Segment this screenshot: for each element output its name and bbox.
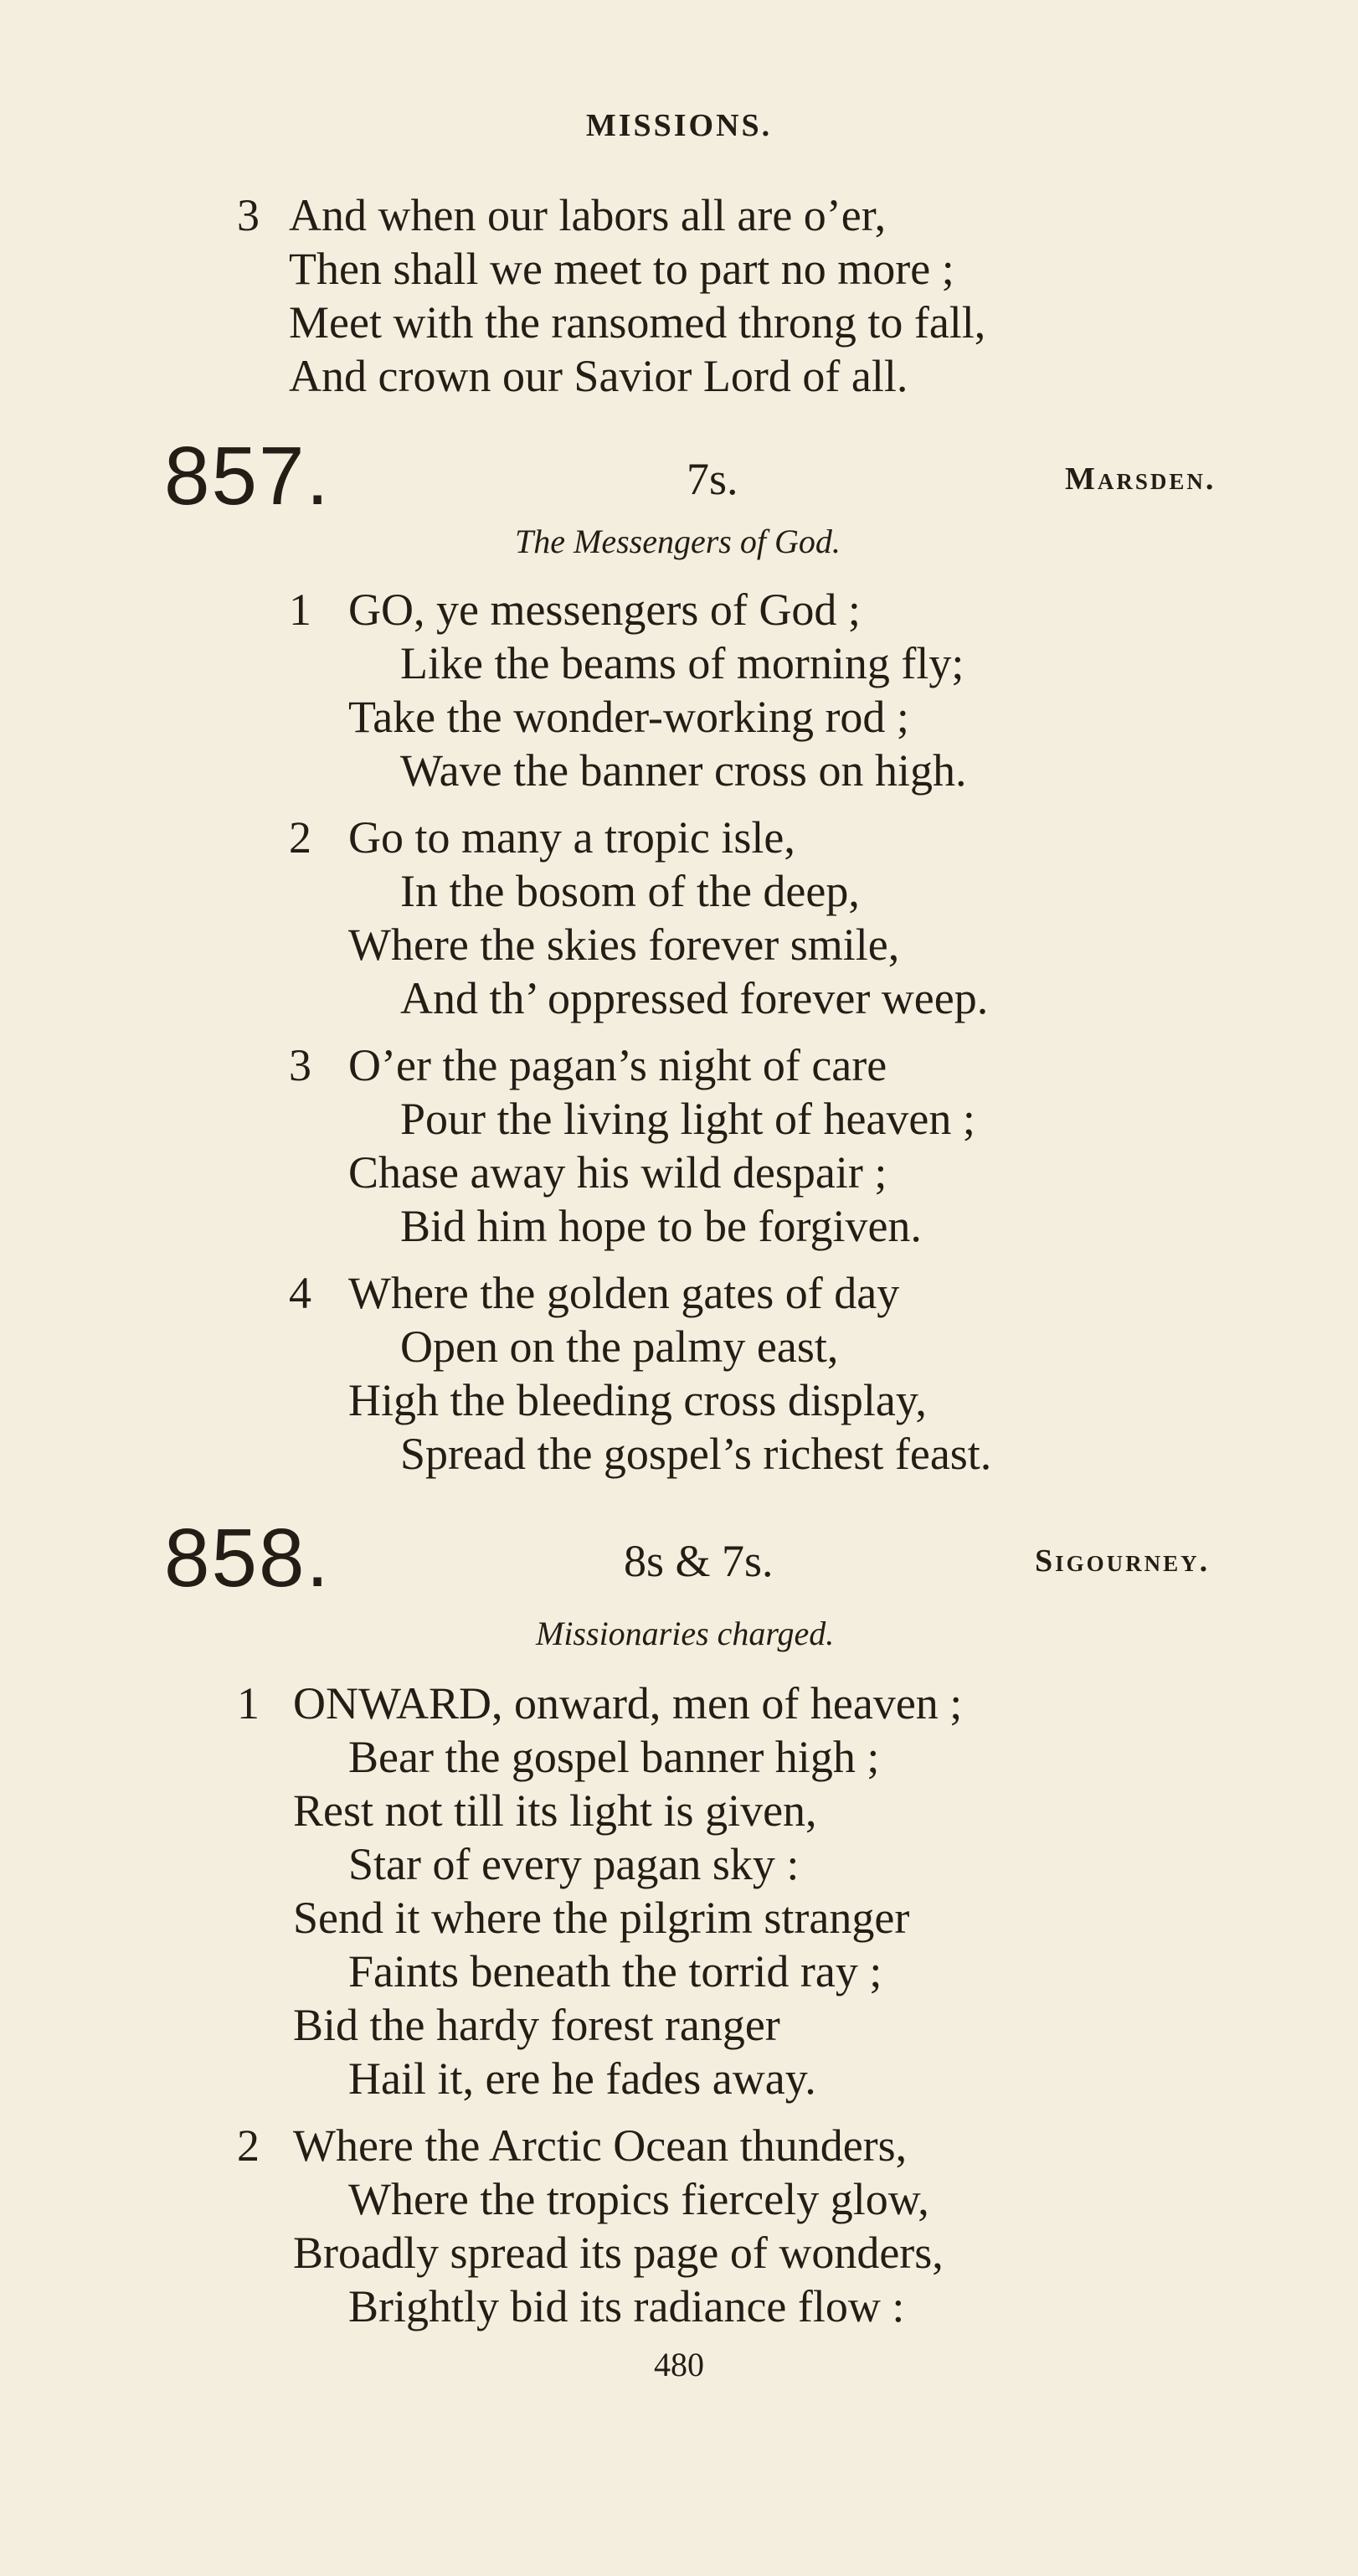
verse-line: Where the Arctic Ocean thunders, [293, 2120, 908, 2171]
hymn-meter: 8s & 7s. [624, 1536, 774, 1586]
verse-line: O’er the pagan’s night of care [348, 1040, 887, 1090]
stanza-number: 3 [289, 1040, 311, 1090]
verse-line: Then shall we meet to part no more ; [289, 244, 954, 294]
verse-line: Spread the gospel’s richest feast. [400, 1429, 992, 1479]
verse-line: Go to many a tropic isle, [348, 812, 795, 863]
verse-line: And crown our Savior Lord of all. [289, 351, 908, 401]
verse-line: Bid the hardy forest ranger [293, 2000, 780, 2050]
verse-line: Where the golden gates of day [348, 1268, 900, 1318]
stanza-number: 2 [289, 812, 311, 863]
stanza-number: 2 [237, 2120, 260, 2171]
verse-line: Meet with the ransomed throng to fall, [289, 297, 986, 348]
verse-line: Open on the palmy east, [400, 1321, 839, 1372]
verse-line: In the bosom of the deep, [400, 866, 860, 916]
hymn-meter: 7s. [687, 454, 738, 504]
verse-line: Star of every pagan sky : [348, 1839, 800, 1889]
hymn-title: Missionaries charged. [536, 1615, 835, 1652]
verse-line: GO, ye messengers of God ; [348, 585, 861, 635]
page-number: 480 [654, 2346, 704, 2383]
tune-name: Sigourney. [1035, 1543, 1211, 1579]
verse-line: Chase away his wild despair ; [348, 1147, 887, 1198]
verse-line: Wave the banner cross on high. [400, 745, 967, 796]
verse-line: And th’ oppressed forever weep. [400, 973, 989, 1023]
hymn-number: 858. [164, 1512, 331, 1604]
verse-line: Like the beams of morning fly; [400, 638, 964, 688]
verse-line: Broadly spread its page of wonders, [293, 2228, 944, 2278]
verse-line: ONWARD, onward, men of heaven ; [293, 1678, 963, 1728]
verse-line: High the bleeding cross display, [348, 1375, 927, 1425]
verse-line: Hail it, ere he fades away. [348, 2053, 816, 2104]
verse-line: Pour the living light of heaven ; [400, 1094, 975, 1144]
verse-line: Bear the gospel banner high ; [348, 1732, 880, 1782]
verse-line: Faints beneath the torrid ray ; [348, 1946, 882, 1996]
tune-name: Marsden. [1065, 461, 1217, 497]
verse-line: Where the tropics fiercely glow, [348, 2174, 929, 2224]
hymn-number: 857. [164, 430, 331, 522]
stanza-number: 1 [237, 1678, 260, 1728]
stanza-number: 3 [237, 190, 260, 240]
verse-line: Rest not till its light is given, [293, 1785, 817, 1836]
verse-line: Brightly bid its radiance flow : [348, 2281, 905, 2331]
hymn-title: The Messengers of God. [515, 523, 841, 560]
verse-line: Bid him hope to be forgiven. [400, 1201, 922, 1251]
stanza-number: 1 [289, 585, 311, 635]
verse-line: Where the skies forever smile, [348, 920, 900, 970]
verse-line: Send it where the pilgrim stranger [293, 1893, 910, 1943]
verse-line: And when our labors all are o’er, [289, 190, 887, 240]
stanza-number: 4 [289, 1268, 311, 1318]
running-header: MISSIONS. [585, 108, 773, 143]
verse-line: Take the wonder-working rod ; [348, 692, 909, 742]
